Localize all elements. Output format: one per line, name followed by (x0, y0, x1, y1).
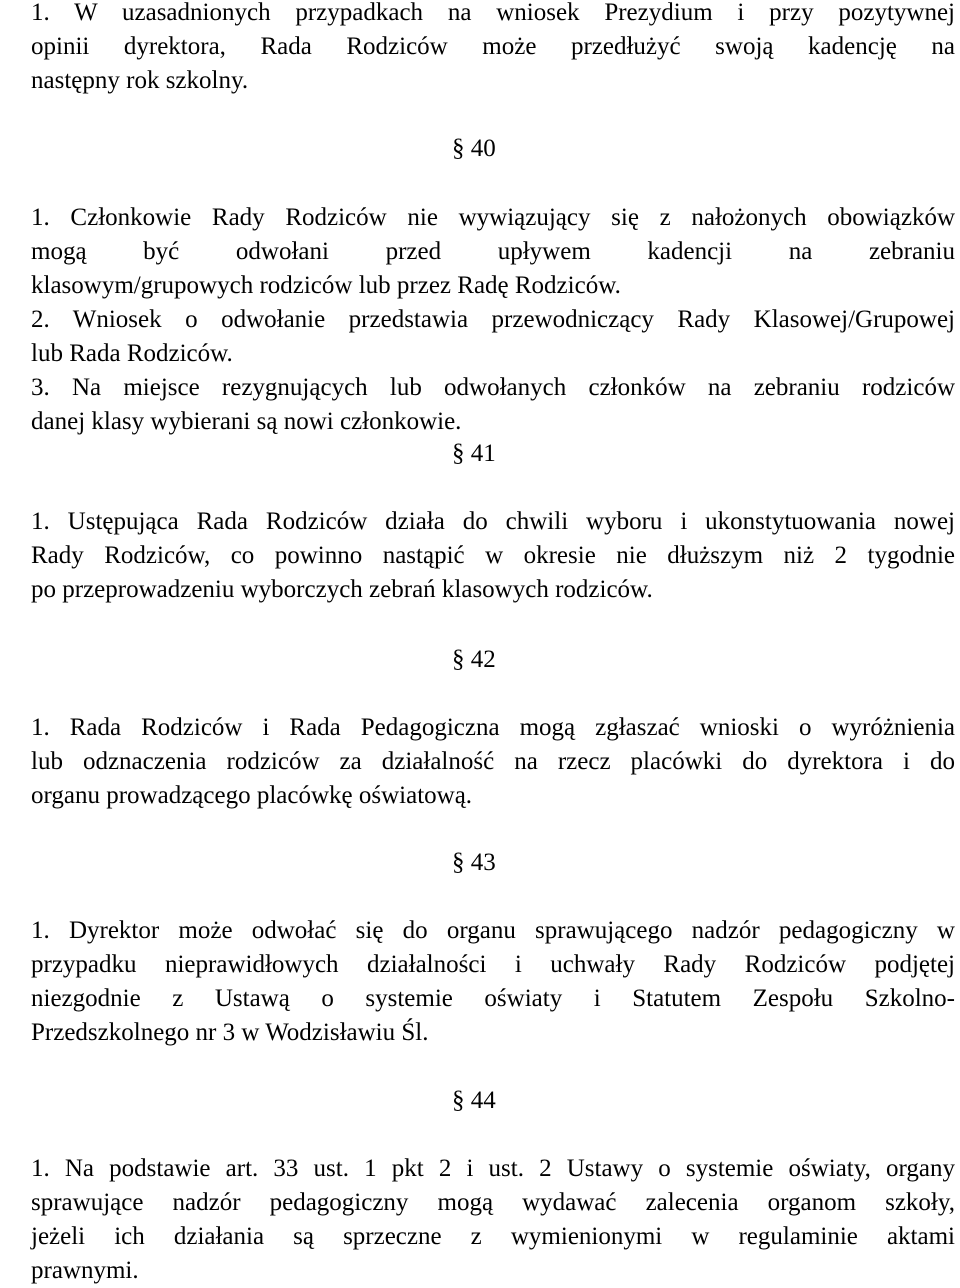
paragraph-line: 1. Członkowie Rady Rodziców nie wywiązujący się z nałożonych obowiązków (31, 204, 955, 231)
paragraph-line: organu prowadzącego placówkę oświatową. (31, 782, 473, 809)
paragraph-line: Rady Rodziców, co powinno nastąpić w okresie nie dłuższym niż 2 tygodnie (31, 542, 955, 569)
paragraph-line: 1. W uzasadnionych przypadkach na wniosek Prezydium i przy pozytywnej (31, 0, 955, 26)
paragraph-line: 1. Na podstawie art. 33 ust. 1 pkt 2 i ust. 2 Ustawy o systemie oświaty, organy (31, 1155, 955, 1182)
paragraph-line: 1. Dyrektor może odwołać się do organu sprawującego nadzór pedagogiczny w (31, 917, 955, 944)
section-heading: § 41 (452, 440, 496, 467)
paragraph-line: prawnymi. (31, 1257, 139, 1284)
paragraph-line: 2. Wniosek o odwołanie przedstawia przewodniczący Rady Klasowej/Grupowej (31, 306, 955, 333)
paragraph-line: przypadku nieprawidłowych działalności i uchwały Rady Rodziców podjętej (31, 951, 955, 978)
section-heading: § 40 (452, 135, 496, 162)
paragraph-line: po przeprowadzeniu wyborczych zebrań klasowych rodziców. (31, 576, 653, 603)
paragraph-line: mogą być odwołani przed upływem kadencji na zebraniu (31, 238, 955, 265)
section-heading: § 43 (452, 849, 496, 876)
paragraph-line: następny rok szkolny. (31, 67, 249, 94)
paragraph-line: klasowym/grupowych rodziców lub przez Radę Rodziców. (31, 272, 621, 299)
paragraph-line: opinii dyrektora, Rada Rodziców może przedłużyć swoją kadencję na (31, 33, 955, 60)
section-heading: § 44 (452, 1087, 496, 1114)
paragraph-line: danej klasy wybierani są nowi członkowie. (31, 408, 462, 435)
paragraph-line: sprawujące nadzór pedagogiczny mogą wydawać zalecenia organom szkoły, (31, 1189, 955, 1216)
paragraph-line: jeżeli ich działania są sprzeczne z wymienionymi w regulaminie aktami (31, 1223, 955, 1250)
paragraph-line: 3. Na miejsce rezygnujących lub odwołanych członków na zebraniu rodziców (31, 374, 955, 401)
paragraph-line: Przedszkolnego nr 3 w Wodzisławiu Śl. (31, 1019, 429, 1046)
paragraph-line: 1. Rada Rodziców i Rada Pedagogiczna mogą zgłaszać wnioski o wyróżnienia (31, 714, 955, 741)
paragraph-line: lub Rada Rodziców. (31, 340, 233, 367)
paragraph-line: 1. Ustępująca Rada Rodziców działa do chwili wyboru i ukonstytuowania nowej (31, 508, 955, 535)
section-heading: § 42 (452, 646, 496, 673)
paragraph-line: niezgodnie z Ustawą o systemie oświaty i Statutem Zespołu Szkolno- (31, 985, 955, 1012)
paragraph-line: lub odznaczenia rodziców za działalność na rzecz placówki do dyrektora i do (31, 748, 955, 775)
